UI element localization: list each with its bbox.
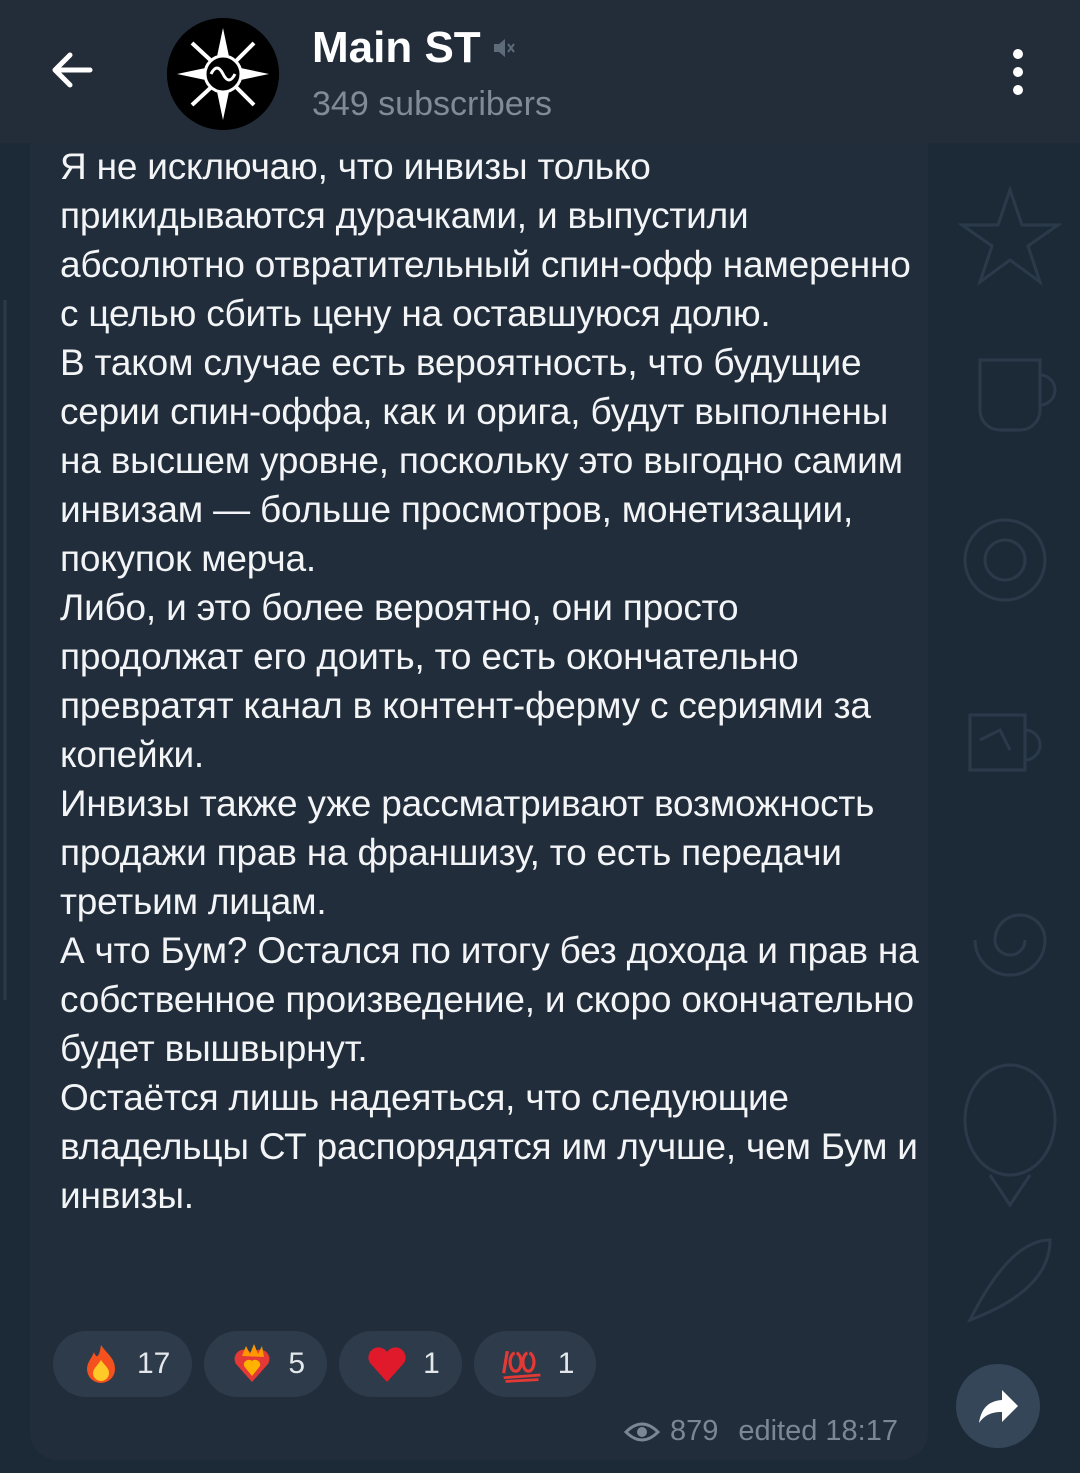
reaction-count: 1 xyxy=(423,1347,440,1380)
reactions-bar xyxy=(53,1331,596,1397)
more-vertical-icon xyxy=(996,44,1040,100)
arrow-left-icon xyxy=(44,42,100,98)
doodle-cup-icon xyxy=(960,330,1070,440)
forward-button[interactable] xyxy=(956,1364,1040,1448)
reaction-fire[interactable] xyxy=(53,1331,192,1397)
doodle-mug-icon xyxy=(955,690,1065,800)
subscriber-count: 349 subscribers xyxy=(312,85,553,123)
channel-name: Main ST xyxy=(312,23,481,72)
reaction-heart-on-fire[interactable] xyxy=(204,1331,327,1397)
fire-icon xyxy=(79,1342,123,1386)
reaction-count: 5 xyxy=(288,1347,306,1380)
reaction-count: 1 xyxy=(557,1347,575,1380)
muted-speaker-icon xyxy=(491,35,517,61)
doodle-leaf-icon xyxy=(960,1230,1060,1330)
doodle-swirl-icon xyxy=(950,880,1070,1000)
views-eye-icon xyxy=(624,1420,660,1444)
channel-header xyxy=(0,0,1080,143)
channel-title-block[interactable] xyxy=(312,22,552,126)
reaction-hundred[interactable] xyxy=(474,1331,597,1397)
edited-timestamp: edited 18:17 xyxy=(738,1415,898,1447)
message-meta xyxy=(624,1415,898,1448)
heart-on-fire-icon xyxy=(230,1342,274,1386)
reaction-count: 17 xyxy=(137,1347,171,1380)
hundred-points-icon xyxy=(500,1342,544,1386)
channel-title xyxy=(312,22,552,74)
red-heart-icon xyxy=(365,1342,409,1386)
message-text: Я не исключаю, что инвизы только прикидываются дурачками, и выпустили абсолютно отвратительный спин-офф намеренно с целью сбить цену на оставшуюся долю. В таком случае есть вероятность, что будущие серии спин-оффа, как и орига, будут выполнены на высшем уровне, поскольку это выгодно самим инвизам — больше просмотров, монетизации, покупок мерча. Либо, и это более вероятно, они просто продолжат его доить, то есть окончательно превратят канал в контент-ферму с сериями за копейки. Инвизы также уже рассматривают возможность продажи прав на франшизу, то есть передачи третьим лицам. А что Бум? Остался по итогу без дохода и прав на собственное произведение, и скоро окончательно будет вышвырнут. Остаётся лишь надеяться, что следующие владельцы СТ распорядятся им лучше, чем Бум и инвизы. xyxy=(60,146,919,1216)
share-arrow-icon xyxy=(976,1386,1020,1426)
channel-avatar[interactable] xyxy=(167,18,279,130)
back-button[interactable] xyxy=(44,42,100,98)
doodle-balloon-icon xyxy=(950,1060,1070,1220)
compass-logo-icon xyxy=(167,18,279,130)
doodle-swirl-icon xyxy=(945,500,1065,620)
reaction-red-heart[interactable] xyxy=(339,1331,462,1397)
view-count: 879 xyxy=(669,1415,719,1447)
doodle-star-icon xyxy=(950,180,1070,300)
more-menu-button[interactable] xyxy=(996,44,1040,100)
doodle-edge-icon xyxy=(0,300,30,1000)
